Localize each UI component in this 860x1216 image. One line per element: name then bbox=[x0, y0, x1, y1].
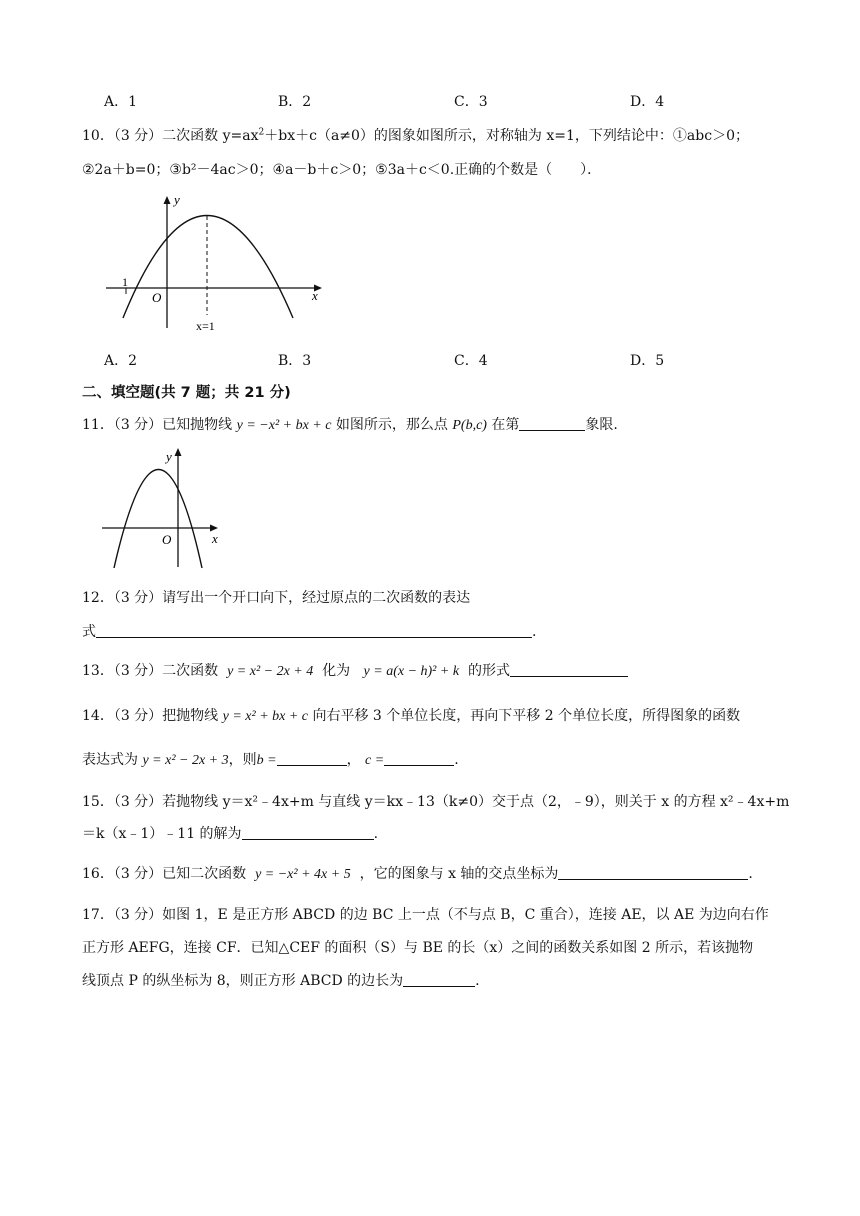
q10-option-a: A．2 bbox=[104, 353, 138, 369]
q11-y-arrow bbox=[175, 448, 182, 456]
section2-heading: 二、填空题(共 7 题；共 21 分) bbox=[82, 385, 291, 401]
q10-option-c: C．4 bbox=[454, 353, 488, 369]
q10-parabola-graph bbox=[100, 190, 332, 336]
q16-text: 16．（3 分）已知二次函数 y = −x² + 4x + 5 ，它的图象与 x 轴的交点坐标为 . bbox=[82, 866, 753, 882]
q12-text-line2: 式 . bbox=[82, 624, 537, 640]
q10-option-d: D．5 bbox=[630, 353, 665, 369]
q15-answer-blank[interactable] bbox=[242, 825, 374, 840]
q9-option-b: B．2 bbox=[278, 94, 312, 110]
q10-y-arrow bbox=[164, 196, 171, 204]
q17-answer-blank[interactable] bbox=[403, 972, 475, 987]
q10-text-line1: 10．（3 分）二次函数 $y=ax^2+bx+c(a\ne 0)$的图象如图所示，对称轴为 x=1，下列结论中：①abc＞0； bbox=[82, 127, 749, 144]
q11-origin-label: O bbox=[162, 532, 172, 547]
q9-option-c: C．3 bbox=[454, 94, 488, 110]
q16-answer-blank[interactable] bbox=[558, 865, 748, 880]
q15-text-line2: ＝k（x﹣1）﹣11 的解为 . bbox=[82, 826, 379, 842]
q11-answer-blank[interactable] bbox=[519, 416, 585, 431]
q17-text-line2: 正方形 AEFG，连接 CF．已知△CEF 的面积（S）与 BE 的长（x）之间的函数关系如图 2 所示，若该抛物 bbox=[82, 940, 754, 956]
q11-parabola-graph bbox=[98, 443, 228, 569]
q10-neg-one-label: 1 bbox=[122, 275, 128, 289]
q14-text-line2: 表达式为 y = x² − 2x + 3，则b = ， c = . bbox=[82, 752, 459, 768]
q12-answer-blank[interactable] bbox=[96, 623, 532, 638]
q10-axis-label: x=1 bbox=[196, 319, 215, 333]
q9-option-d: D．4 bbox=[630, 94, 665, 110]
q14-text-line1: 14．（3 分）把抛物线 y = x² + bx + c 向右平移 3 个单位长度，再向下平移 2 个单位长度，所得图象的函数 bbox=[82, 708, 741, 724]
q13-text: 13．（3 分）二次函数 y = x² − 2x + 4 化为 y = a(x − h)² + k 的形式 bbox=[82, 660, 628, 680]
q11-text: 11．（3 分）已知抛物线 y = −x² + bx + c 如图所示，那么点 P(b,c) 在第 象限. bbox=[82, 417, 618, 433]
q16-formula: y = −x² + 4x + 5 bbox=[255, 867, 351, 882]
q10-y-label: y bbox=[174, 192, 180, 207]
q10-x-label: x bbox=[312, 288, 318, 303]
q17-text-line1: 17．（3 分）如图 1，E 是正方形 ABCD 的边 BC 上一点（不与点 B，C 重合），连接 AE，以 AE 为边向右作 bbox=[82, 907, 769, 923]
q14-formula1: y = x² + bx + c bbox=[222, 709, 309, 724]
q14-c-blank[interactable] bbox=[384, 751, 454, 766]
q11-x-label: x bbox=[212, 531, 218, 546]
q14-formula2: y = x² − 2x + 3 bbox=[142, 753, 229, 768]
q13-formula1: y = x² − 2x + 4 bbox=[227, 664, 314, 679]
q11-formula: y = −x² + bx + c bbox=[236, 418, 332, 433]
q10-parabola bbox=[123, 216, 293, 319]
q13-answer-blank[interactable] bbox=[510, 662, 628, 677]
q13-formula2: y = a(x − h)² + k bbox=[363, 664, 460, 679]
q10-option-b: B．3 bbox=[278, 353, 312, 369]
q11-parabola bbox=[114, 470, 202, 569]
q12-text-line1: 12．（3 分）请写出一个开口向下，经过原点的二次函数的表达 bbox=[82, 590, 471, 606]
q11-y-label: y bbox=[166, 449, 172, 464]
q10-origin-label: O bbox=[152, 290, 162, 305]
q14-b-blank[interactable] bbox=[277, 751, 347, 766]
q17-text-line3: 线顶点 P 的纵坐标为 8，则正方形 ABCD 的边长为 . bbox=[82, 973, 480, 989]
q15-text-line1: 15．（3 分）若抛物线 y＝x²﹣4x+m 与直线 y＝kx﹣13（k≠0）交于点（2，﹣9），则关于 x 的方程 x²﹣4x+m bbox=[82, 794, 790, 810]
q9-option-a: A．1 bbox=[104, 94, 138, 110]
q11-point: P(b,c) bbox=[452, 418, 487, 433]
q10-text-line2: ②2a＋b=0；③b²－4ac＞0；④a－b＋c＞0；⑤3a＋c＜0.正确的个数是（ ）． bbox=[82, 162, 602, 178]
